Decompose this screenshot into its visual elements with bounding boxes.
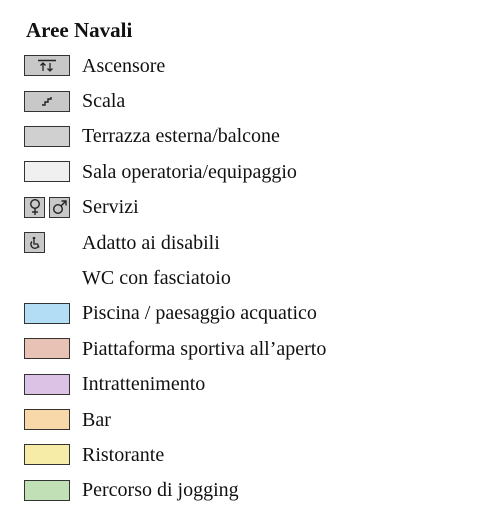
legend-label-sports-deck: Piattaforma sportiva all’aperto [82, 337, 327, 360]
elevator-icon [24, 55, 70, 76]
legend-label-restrooms: Servizi [82, 196, 139, 219]
stairs-icon [24, 91, 70, 112]
legend-label-restaurant: Ristorante [82, 443, 165, 466]
legend-label-accessible: Adatto ai disabili [82, 231, 220, 254]
legend-label-stairs: Scala [82, 90, 126, 113]
crew-area-swatch [24, 161, 70, 182]
legend-item-pool [24, 296, 484, 331]
legend-item-terrace [24, 119, 484, 154]
legend-item-bar [24, 402, 484, 437]
legend-item-stairs [24, 83, 484, 118]
restroom-icon [24, 195, 82, 219]
legend-label-pool: Piscina / paesaggio acquatico [82, 302, 317, 325]
restaurant-swatch [24, 444, 70, 465]
female-icon [24, 197, 45, 218]
legend-item-baby-changing [24, 260, 484, 295]
legend-label-crew-area: Sala operatoria/equipaggio [82, 160, 297, 183]
legend-label-terrace: Terrazza esterna/balcone [82, 125, 280, 148]
bar-swatch [24, 409, 70, 430]
pool-swatch [24, 303, 70, 324]
legend-item-restrooms [24, 190, 484, 225]
terrace-swatch [24, 126, 70, 147]
legend-item-entertainment [24, 367, 484, 402]
legend-label-entertainment: Intrattenimento [82, 373, 206, 396]
legend-item-accessible [24, 225, 484, 260]
legend-label-jogging-track: Percorso di jogging [82, 479, 239, 502]
sports-deck-swatch [24, 338, 70, 359]
legend [24, 14, 484, 508]
baby-changing-icon [24, 266, 82, 290]
entertainment-swatch [24, 374, 70, 395]
legend-item-restaurant [24, 437, 484, 472]
accessible-icon [24, 232, 45, 253]
legend-item-jogging-track [24, 473, 484, 508]
jogging-track-swatch [24, 480, 70, 501]
legend-item-elevator [24, 48, 484, 83]
legend-title: Aree Navali [26, 18, 133, 42]
legend-label-bar: Bar [82, 408, 111, 431]
legend-label-baby-changing: WC con fasciatoio [82, 267, 231, 290]
legend-item-sports-deck [24, 331, 484, 366]
legend-label-elevator: Ascensore [82, 54, 166, 77]
male-icon [49, 197, 70, 218]
legend-item-crew-area [24, 154, 484, 189]
